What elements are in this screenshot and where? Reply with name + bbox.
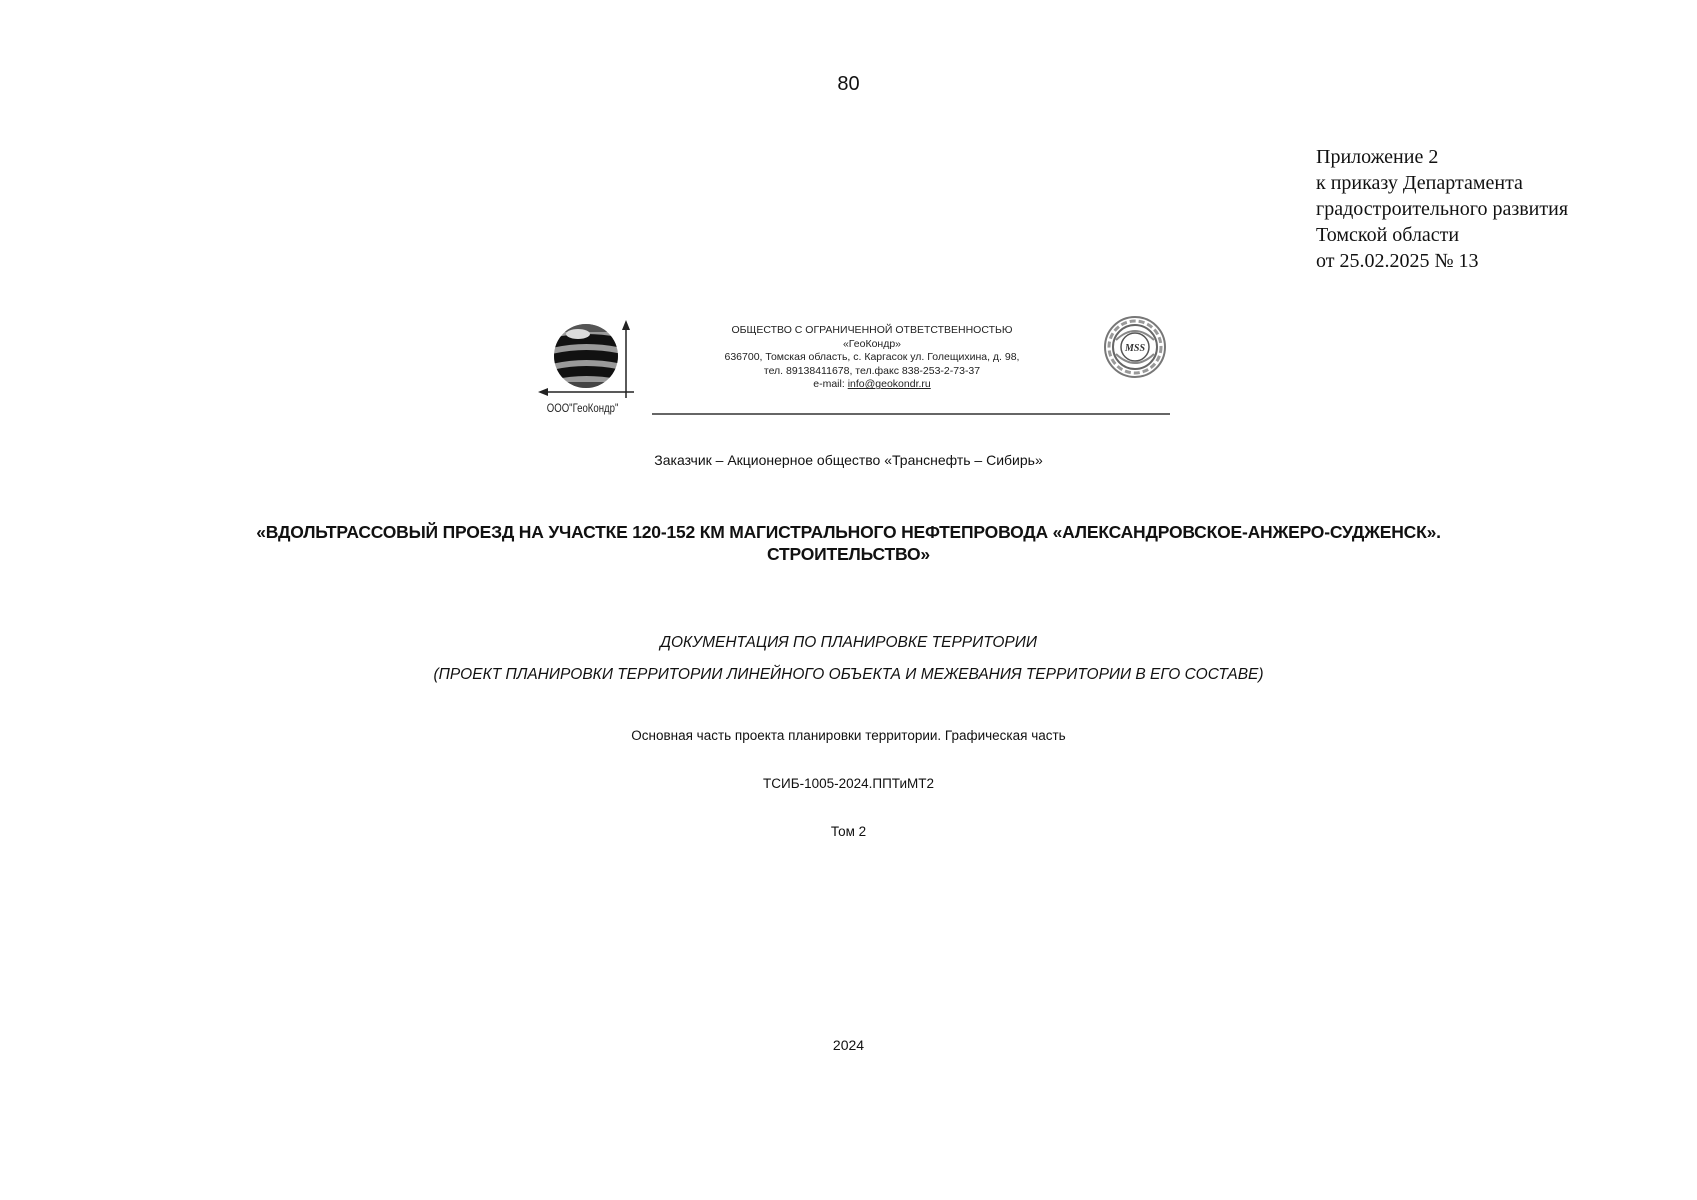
document-code: ТСИБ-1005-2024.ППТиМТ2 bbox=[763, 776, 934, 791]
appendix-line: от 25.02.2025 № 13 bbox=[1316, 250, 1479, 272]
customer-line: Заказчик – Акционерное общество «Транснефть – Сибирь» bbox=[654, 452, 1043, 468]
documentation-subtype: (ПРОЕКТ ПЛАНИРОВКИ ТЕРРИТОРИИ ЛИНЕЙНОГО ОБЪЕКТА И МЕЖЕВАНИЯ ТЕРРИТОРИИ В ЕГО СОСТАВЕ) bbox=[433, 666, 1264, 683]
project-title bbox=[150, 521, 1547, 565]
appendix-line: Томской области bbox=[1316, 224, 1460, 246]
company-line: ОБЩЕСТВО С ОГРАНИЧЕННОЙ ОТВЕТСТВЕННОСТЬЮ bbox=[731, 324, 1013, 336]
geokondr-globe-logo bbox=[534, 316, 638, 416]
year-label: 2024 bbox=[832, 1037, 865, 1053]
documentation-type: ДОКУМЕНТАЦИЯ ПО ПЛАНИРОВКЕ ТЕРРИТОРИИ bbox=[660, 634, 1037, 651]
appendix-line: Приложение 2 bbox=[1316, 146, 1439, 168]
mss-text: MSS bbox=[1124, 343, 1146, 354]
appendix-block bbox=[1316, 144, 1568, 274]
email-link[interactable]: info@geokondr.ru bbox=[847, 378, 931, 391]
project-title-line: СТРОИТЕЛЬСТВО» bbox=[767, 544, 930, 564]
company-line: 636700, Томская область, с. Каргасок ул. Голещихина, д. 98, bbox=[724, 351, 1020, 364]
appendix-line: градостроительного развития bbox=[1316, 198, 1569, 220]
mss-seal-logo bbox=[1102, 314, 1168, 380]
company-email-line bbox=[700, 378, 1044, 392]
company-details bbox=[700, 324, 1044, 392]
document-part: Основная часть проекта планировки территории. Графическая часть bbox=[631, 728, 1066, 743]
page-number: 80 bbox=[837, 73, 860, 95]
company-line: тел. 89138411678, тел.факс 838-253-2-73-37 bbox=[763, 364, 981, 377]
volume-label: Том 2 bbox=[830, 824, 867, 839]
letterhead-divider bbox=[652, 413, 1170, 415]
logo-caption: ООО"ГеоКондр" bbox=[546, 402, 619, 416]
appendix-line: к приказу Департамента bbox=[1316, 172, 1523, 194]
project-title-line: «ВДОЛЬТРАССОВЫЙ ПРОЕЗД НА УЧАСТКЕ 120-152 КМ МАГИСТРАЛЬНОГО НЕФТЕПРОВОДА «АЛЕКСАНДРОВСКОЕ-АНЖЕРО-СУДЖЕНСК». bbox=[256, 522, 1441, 542]
company-line: «ГеоКондр» bbox=[842, 337, 902, 350]
email-label: e-mail: bbox=[813, 378, 848, 391]
